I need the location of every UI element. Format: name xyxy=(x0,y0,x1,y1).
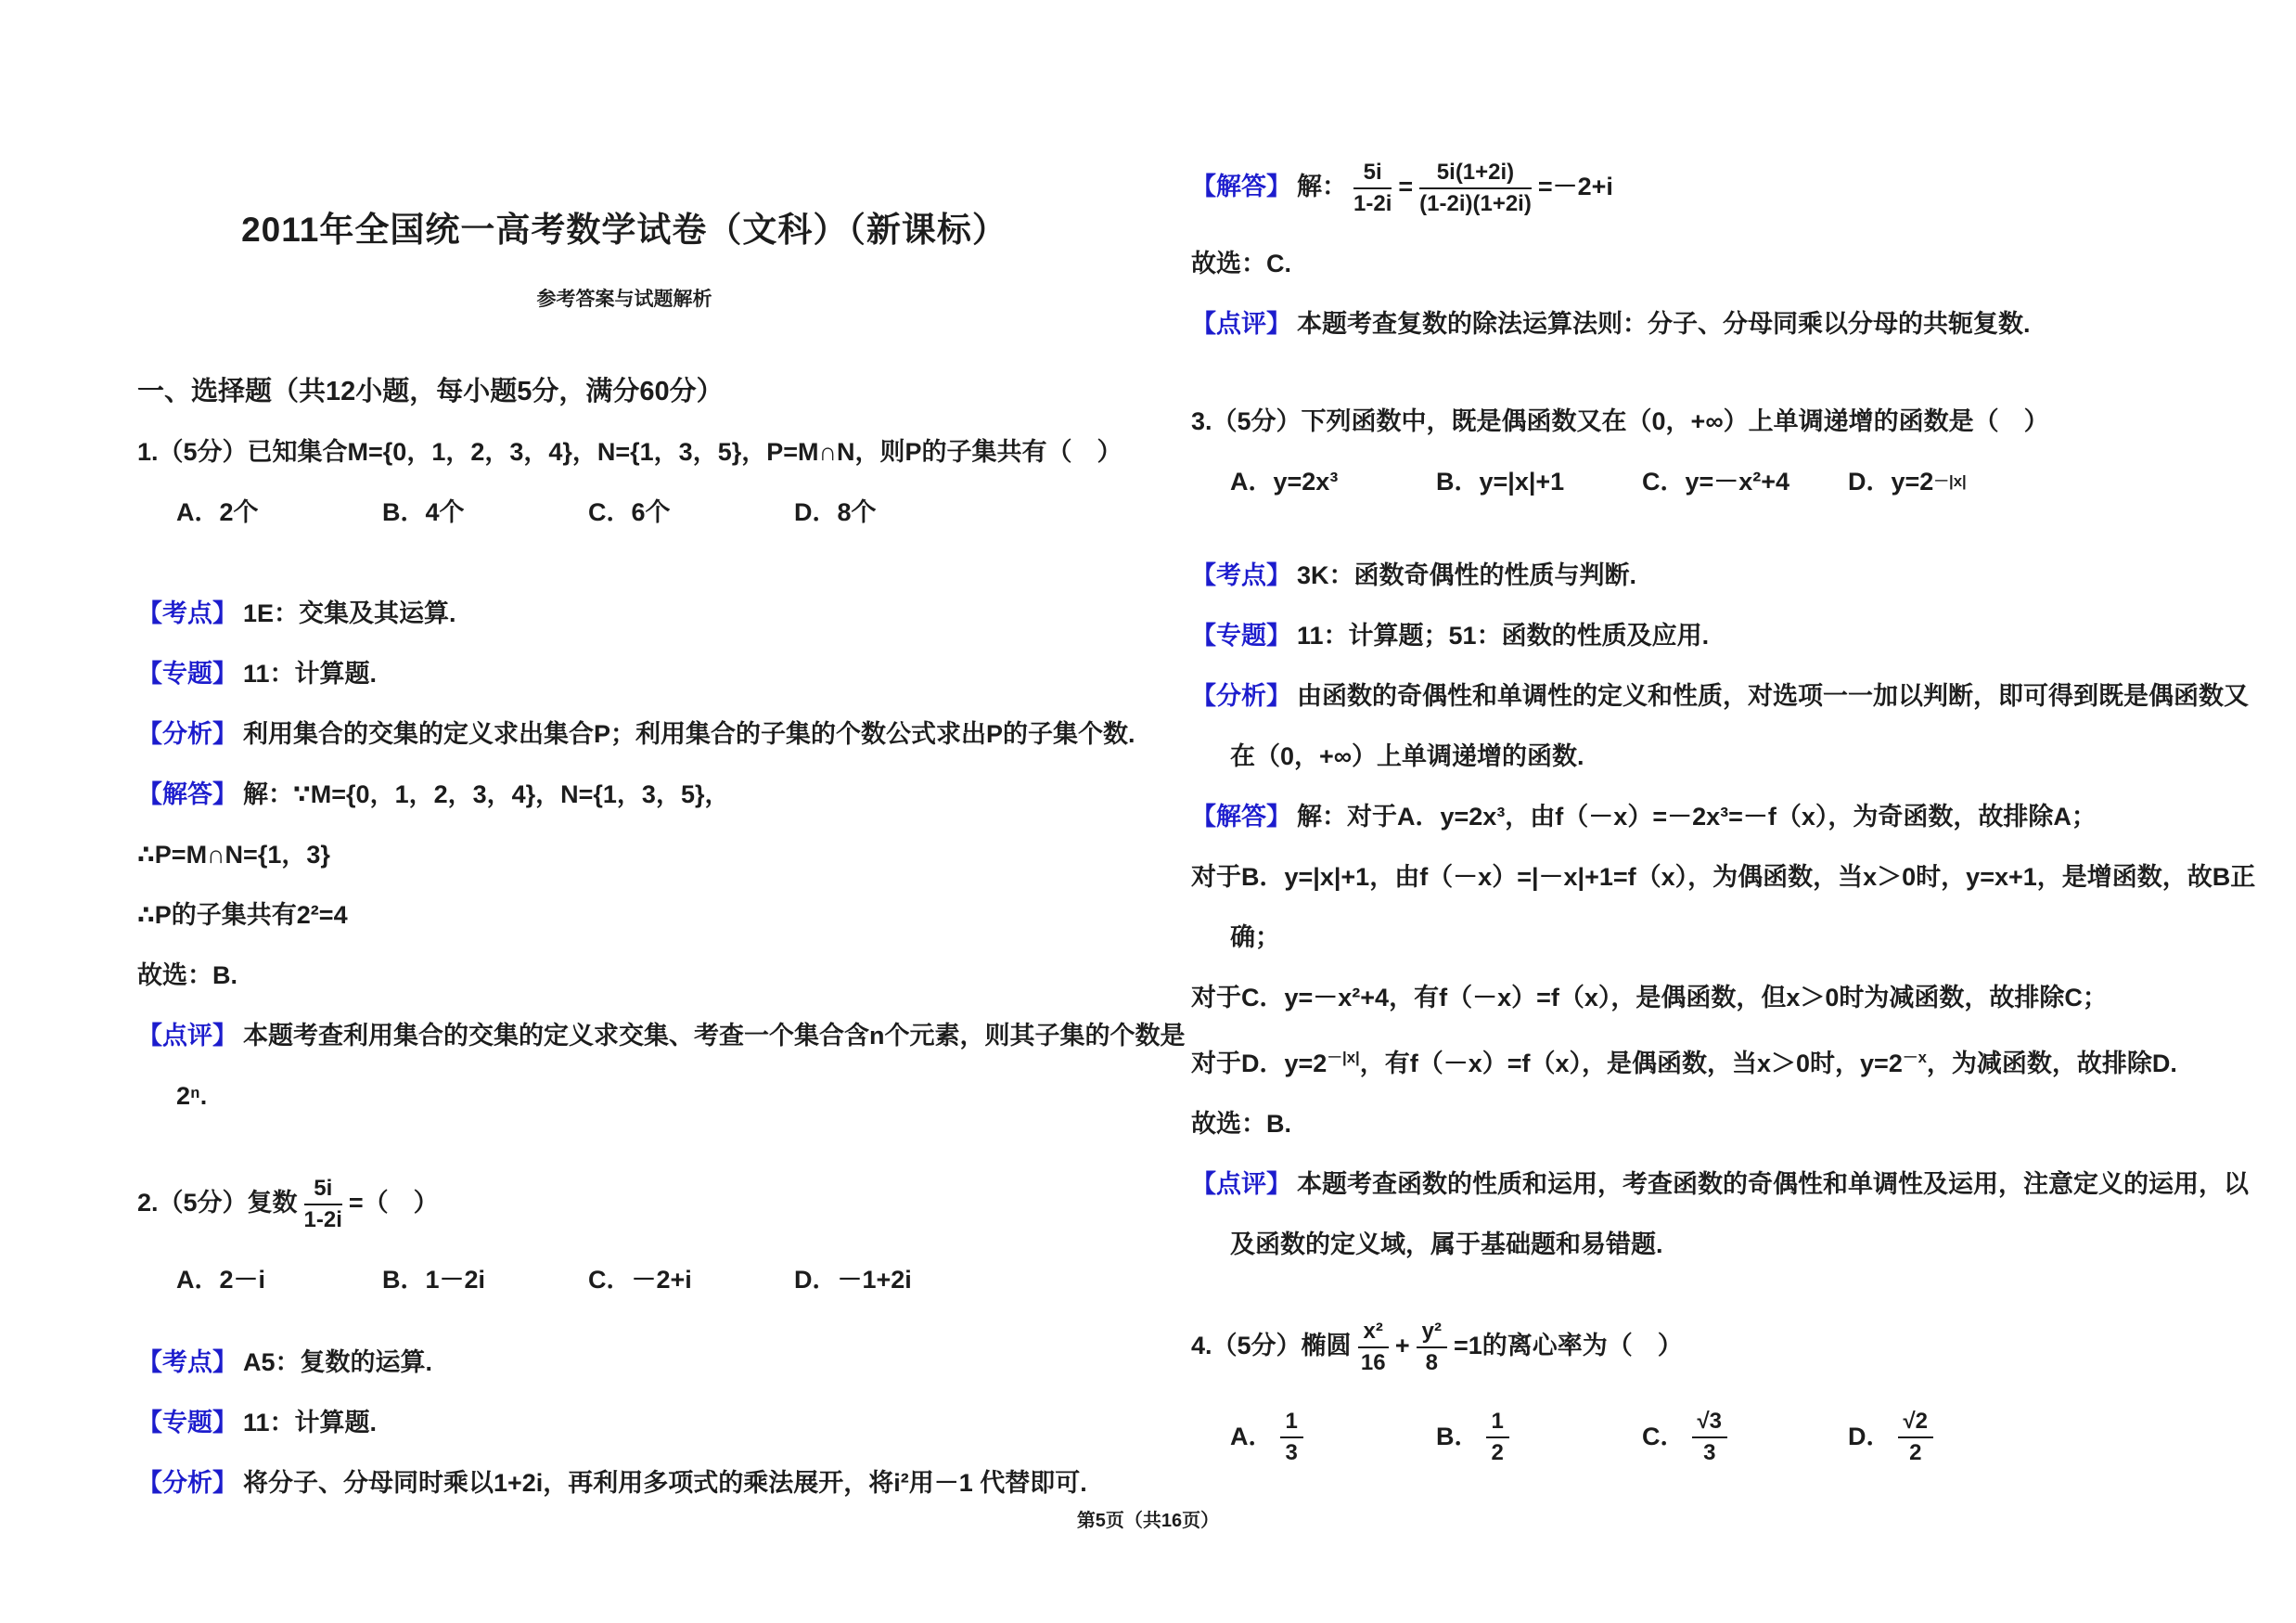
option xyxy=(382,1264,588,1295)
text-run: A5：复数的运算. xyxy=(243,1347,433,1376)
labeled-line xyxy=(137,1407,1111,1438)
text-run: 11：计算题；51：函数的性质及应用. xyxy=(1297,621,1710,650)
text-run: 1.（5分）已知集合M={0，1，2，3，4}，N={1，3，5}，P=M∩N，则P的子集共有（ ） xyxy=(137,438,1122,466)
text-run: + xyxy=(1394,1331,1410,1359)
text-line xyxy=(1191,982,2258,1013)
option xyxy=(1848,1407,1940,1468)
text-run: 1E：交集及其运算. xyxy=(243,599,456,627)
tag-label: 【考点】 xyxy=(137,599,237,627)
text-run: 2.（5分）复数 xyxy=(137,1189,298,1217)
text-run: 解： xyxy=(1297,173,1347,201)
text-line xyxy=(1191,406,2258,437)
text-run: 2ⁿ. xyxy=(176,1082,208,1110)
superscript: －x xyxy=(1902,1048,1927,1066)
text-run: 11：计算题. xyxy=(243,660,378,688)
option xyxy=(1230,466,1436,497)
fraction xyxy=(1419,160,1532,217)
text-line xyxy=(137,899,1111,931)
text-run: =－2+i xyxy=(1537,173,1613,201)
fraction-numerator: 5i xyxy=(1353,160,1392,189)
tag-label: 【解答】 xyxy=(137,780,237,808)
tag-label: 【解答】 xyxy=(1191,173,1291,201)
superscript: －|x| xyxy=(1327,1048,1360,1066)
text-run: 对于D．y=2 xyxy=(1191,1049,1328,1077)
vertical-gap xyxy=(137,1140,138,1174)
vertical-gap xyxy=(137,1324,138,1346)
tag-label: 【解答】 xyxy=(1191,802,1291,831)
superscript: －|x| xyxy=(1933,471,1967,490)
labeled-line xyxy=(1191,680,2258,712)
option xyxy=(1642,466,1848,497)
text-run: A．2－i xyxy=(176,1265,266,1294)
text-run: C． xyxy=(1642,1423,1686,1451)
text-run: A． xyxy=(1230,1423,1274,1451)
text-run: ∴P的子集共有2²=4 xyxy=(137,901,348,929)
fraction-denominator: 1-2i xyxy=(1353,191,1392,217)
text-run: B．4个 xyxy=(382,498,465,526)
option xyxy=(588,496,794,528)
labeled-line xyxy=(137,1020,1186,1051)
option xyxy=(794,496,877,528)
text-run: 确； xyxy=(1230,922,1280,951)
vertical-gap xyxy=(1191,526,1192,560)
options-row xyxy=(1191,466,2258,497)
option xyxy=(1436,466,1642,497)
labeled-line xyxy=(137,658,1111,689)
fraction xyxy=(1692,1409,1728,1466)
fraction-denominator: 3 xyxy=(1703,1439,1716,1465)
fraction-numerator: 5i(1+2i) xyxy=(1419,160,1532,189)
vertical-gap xyxy=(137,557,138,598)
text-run: 故选：B. xyxy=(137,961,237,989)
options-row xyxy=(137,496,1111,528)
text-line xyxy=(137,1174,1111,1235)
text-line xyxy=(1191,248,2258,279)
text-run: 及函数的定义域，属于基础题和易错题. xyxy=(1230,1230,1663,1258)
tag-label: 【分析】 xyxy=(1191,681,1291,710)
fraction-numerator: y² xyxy=(1417,1319,1447,1348)
labeled-line xyxy=(137,779,1111,810)
fraction-denominator: 8 xyxy=(1425,1350,1439,1376)
text-line xyxy=(1191,921,2258,953)
fraction-denominator: 16 xyxy=(1360,1350,1386,1376)
fraction-numerator: 5i xyxy=(304,1176,342,1205)
text-line xyxy=(1191,1108,2258,1140)
text-line xyxy=(1191,1229,2258,1260)
fraction-denominator: 3 xyxy=(1285,1439,1298,1465)
text-run: B． xyxy=(1436,1423,1480,1451)
text-line xyxy=(137,839,1111,870)
fraction xyxy=(1486,1409,1509,1466)
text-run: 在（0，+∞）上单调递增的函数. xyxy=(1230,741,1584,770)
fraction xyxy=(1280,1409,1303,1466)
tag-label: 【考点】 xyxy=(137,1347,237,1376)
tag-label: 【点评】 xyxy=(137,1022,237,1050)
labeled-line xyxy=(137,718,1135,750)
fraction xyxy=(1353,160,1392,217)
fraction-numerator: 1 xyxy=(1280,1409,1303,1438)
text-run: = xyxy=(1398,173,1414,201)
tag-label: 【分析】 xyxy=(137,720,237,748)
tag-label: 【专题】 xyxy=(1191,621,1291,650)
fraction-denominator: 1-2i xyxy=(303,1207,342,1233)
option xyxy=(588,1264,794,1295)
text-run: 本题考查函数的性质和运用，考查函数的奇偶性和单调性及运用，注意定义的运用，以 xyxy=(1297,1169,2249,1198)
text-line xyxy=(137,960,1111,991)
labeled-line xyxy=(1191,308,2258,340)
text-run: D． xyxy=(1848,1423,1892,1451)
option xyxy=(176,1264,382,1295)
text-run: 4.（5分）椭圆 xyxy=(1191,1331,1352,1359)
right-column-lines xyxy=(1191,158,2258,1467)
text-run: 本题考查复数的除法运算法则：分子、分母同乘以分母的共轭复数. xyxy=(1297,309,2031,338)
tag-label: 【点评】 xyxy=(1191,1169,1291,1198)
labeled-line xyxy=(137,1467,1111,1499)
tag-label: 【分析】 xyxy=(137,1468,237,1497)
labeled-line xyxy=(1191,620,2258,651)
text-line xyxy=(1191,1042,2258,1079)
tag-label: 【专题】 xyxy=(137,660,237,688)
fraction xyxy=(304,1176,342,1233)
text-run: 对于B．y=|x|+1，由f（－x）=|－x|+1=f（x），为偶函数，当x＞0时，y=x+1，是增函数，故B正 xyxy=(1191,862,2256,891)
text-run: 故选：B. xyxy=(1191,1109,1291,1138)
fraction-denominator: (1-2i)(1+2i) xyxy=(1419,191,1532,217)
fraction-numerator: x² xyxy=(1358,1319,1389,1348)
fraction-numerator: √3 xyxy=(1692,1409,1728,1438)
options-row xyxy=(1191,1407,2258,1468)
fraction xyxy=(1898,1409,1934,1466)
text-line xyxy=(137,1080,1111,1112)
labeled-line xyxy=(1191,801,2258,832)
left-column-lines xyxy=(137,376,1186,1499)
text-run: ，为减函数，故排除D. xyxy=(1926,1049,2177,1077)
option xyxy=(1230,1407,1436,1468)
page-title: 2011年全国统一高考数学试卷（文科）（新课标） xyxy=(241,211,1007,249)
text-run: ，有f（－x）=f（x），是偶函数，当x＞0时，y=2 xyxy=(1359,1049,1903,1077)
text-run: 对于C．y=－x²+4，有f（－x）=f（x），是偶函数，但x＞0时为减函数，故排除C； xyxy=(1191,983,2108,1011)
labeled-line xyxy=(137,598,1111,629)
text-run: 将分子、分母同时乘以1+2i，再利用多项式的乘法展开，将i²用－1 代替即可. xyxy=(243,1468,1087,1497)
fraction-numerator: √2 xyxy=(1898,1409,1934,1438)
text-run: 本题考查利用集合的交集的定义求交集、考查一个集合含n个元素，则其子集的个数是 xyxy=(243,1022,1186,1050)
fraction-denominator: 2 xyxy=(1909,1439,1922,1465)
labeled-line xyxy=(1191,560,2258,591)
option xyxy=(1848,466,1967,497)
text-run: =1的离心率为（ ） xyxy=(1454,1331,1683,1359)
fraction-numerator: 1 xyxy=(1486,1409,1509,1438)
text-run: D．－1+2i xyxy=(794,1265,912,1294)
text-line xyxy=(1191,741,2258,772)
text-run: =（ ） xyxy=(348,1189,439,1217)
text-line xyxy=(137,376,1111,407)
text-run: 3.（5分）下列函数中，既是偶函数又在（0，+∞）上单调递增的函数是（ ） xyxy=(1191,406,2049,435)
text-line xyxy=(1191,861,2258,893)
text-run: 由函数的奇偶性和单调性的定义和性质，对选项一一加以判断，即可得到既是偶函数又 xyxy=(1297,681,2249,710)
text-run: 故选：C. xyxy=(1191,249,1291,277)
option xyxy=(176,496,382,528)
labeled-line xyxy=(137,1346,1111,1378)
labeled-line xyxy=(1191,1168,2258,1200)
tag-label: 【考点】 xyxy=(1191,560,1291,589)
options-row xyxy=(137,1264,1111,1295)
text-run: D．y=2 xyxy=(1848,467,1934,496)
text-run: 利用集合的交集的定义求出集合P；利用集合的子集的个数公式求出P的子集个数. xyxy=(243,720,1135,748)
text-run: C．y=－x²+4 xyxy=(1642,467,1790,496)
vertical-gap xyxy=(1191,368,1192,406)
fraction xyxy=(1358,1319,1389,1376)
vertical-gap xyxy=(1191,1289,1192,1317)
text-run: 一、选择题（共12小题，每小题5分，满分60分） xyxy=(137,377,724,406)
option xyxy=(1642,1407,1848,1468)
text-run: 解：∵M={0，1，2，3，4}，N={1，3，5}， xyxy=(243,780,730,808)
fraction-denominator: 2 xyxy=(1491,1439,1504,1465)
text-line xyxy=(1191,1317,2258,1378)
text-run: B．y=|x|+1 xyxy=(1436,467,1565,496)
text-run: B．1－2i xyxy=(382,1265,486,1294)
text-run: 3K：函数奇偶性的性质与判断. xyxy=(1297,560,1637,589)
option xyxy=(794,1264,912,1295)
text-run: ∴P=M∩N={1，3} xyxy=(137,841,330,869)
page-number: 第5页（共16页） xyxy=(1076,1511,1220,1531)
fraction xyxy=(1417,1319,1447,1376)
text-run: D．8个 xyxy=(794,498,877,526)
option xyxy=(382,496,588,528)
labeled-line xyxy=(1191,158,2258,219)
text-run: 解：对于A．y=2x³，由f（－x）=－2x³=－f（x），为奇函数，故排除A； xyxy=(1297,802,2097,831)
page-subtitle: 参考答案与试题解析 xyxy=(536,289,712,310)
text-line xyxy=(137,436,1122,468)
tag-label: 【点评】 xyxy=(1191,309,1291,338)
text-run: A．2个 xyxy=(176,498,259,526)
option xyxy=(1436,1407,1642,1468)
text-run: C．6个 xyxy=(588,498,671,526)
text-run: A．y=2x³ xyxy=(1230,467,1339,496)
right-column xyxy=(1191,158,2258,1496)
tag-label: 【专题】 xyxy=(137,1408,237,1436)
text-run: C．－2+i xyxy=(588,1265,692,1294)
text-run: 11：计算题. xyxy=(243,1408,378,1436)
